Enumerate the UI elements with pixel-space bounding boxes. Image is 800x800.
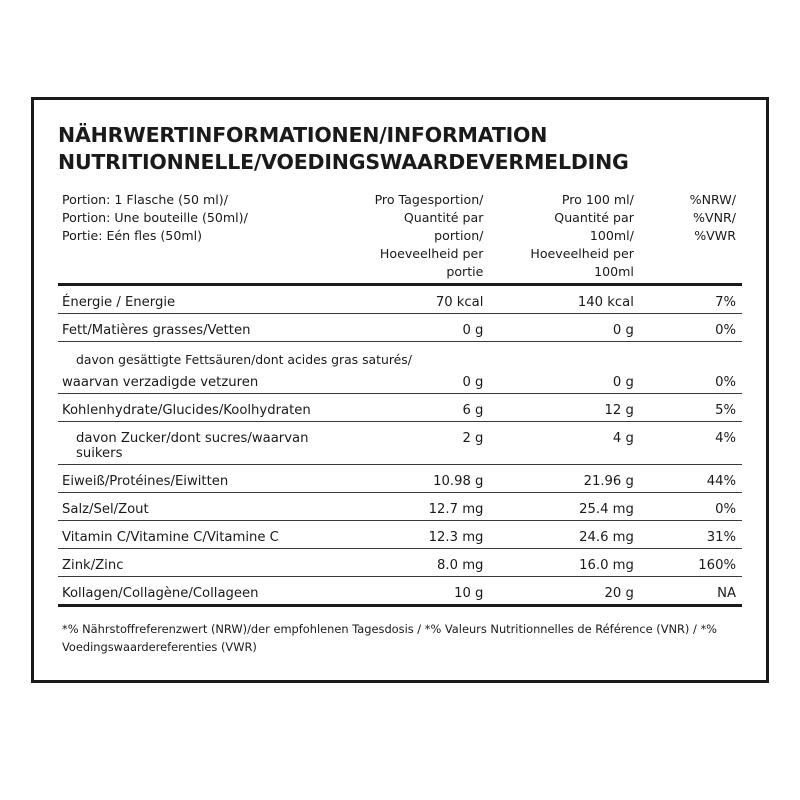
header-per-100ml-line-3: Hoeveelheid per 100ml	[530, 245, 634, 279]
header-nrw-line-2: %VNR/	[693, 209, 736, 225]
table-row-note	[58, 348, 742, 372]
table-row	[58, 320, 742, 342]
header-per-portion-line-1: Pro Tagesportion/	[374, 192, 484, 208]
row-nrw: 160%	[698, 558, 736, 574]
row-per-portion: 12.3 mg	[428, 530, 484, 546]
row-nrw: NA	[717, 586, 736, 602]
row-per-portion: 0 g	[462, 323, 484, 339]
table-row	[58, 527, 742, 549]
row-per-100ml: 0 g	[612, 375, 634, 391]
header-nrw-line-1: %NRW/	[689, 192, 736, 208]
row-per-portion: 12.7 mg	[428, 502, 484, 518]
header-portion-line-1: Portion: 1 Flasche (50 ml)/	[62, 192, 228, 208]
row-per-portion: 70 kcal	[435, 295, 484, 311]
row-per-100ml: 0 g	[612, 323, 634, 339]
divider-thick	[58, 285, 742, 293]
header-per-100ml-cell	[509, 188, 659, 285]
table-row	[58, 372, 742, 394]
row-per-100ml: 24.6 mg	[579, 530, 634, 546]
header-nrw-cell	[660, 188, 742, 285]
row-nrw: 44%	[706, 474, 736, 490]
row-per-portion: 0 g	[462, 375, 484, 391]
header-portion-cell	[58, 188, 359, 285]
header-per-portion-line-3: Hoeveelheid per portie	[379, 245, 484, 279]
table-row	[58, 471, 742, 493]
row-nrw: 7%	[715, 295, 736, 311]
row-per-100ml: 21.96 g	[583, 474, 634, 490]
row-per-portion: 10.98 g	[433, 474, 484, 490]
table-header-row	[58, 188, 742, 285]
header-portion-line-2: Portion: Une bouteille (50ml)/	[62, 209, 248, 225]
header-per-portion-line-2: Quantité par portion/	[403, 209, 484, 243]
row-name: Eiweiß/Protéines/Eiwitten	[62, 474, 229, 490]
table-row	[58, 292, 742, 314]
page-title: NÄHRWERTINFORMATIONEN/INFORMATION NUTRITIONNELLE/VOEDINGSWAARDEVERMELDING	[58, 123, 629, 175]
row-name: Zink/Zinc	[62, 558, 124, 574]
footnote: *% Nährstoffreferenzwert (NRW)/der empfohlenen Tagesdosis / *% Valeurs Nutritionnelles de Référence (VNR) / *% Voedingswaardereferenties (VWR)	[62, 622, 717, 654]
row-name: waarvan verzadigde vetzuren	[62, 375, 259, 391]
table-row	[58, 555, 742, 577]
row-per-portion: 2 g	[462, 431, 484, 447]
header-per-100ml-line-1: Pro 100 ml/	[561, 192, 634, 208]
row-saturated-fat-note: davon gesättigte Fettsäuren/dont acides gras saturés/	[76, 352, 412, 368]
row-name: davon Zucker/dont sucres/waarvan suikers	[76, 431, 309, 462]
row-name: Énergie / Energie	[62, 295, 176, 311]
row-name: Kollagen/Collagène/Collageen	[62, 586, 259, 602]
nutrition-table	[58, 188, 742, 613]
row-per-100ml: 12 g	[604, 403, 634, 419]
row-nrw: 4%	[715, 431, 736, 447]
header-nrw-line-3: %VWR	[694, 227, 736, 243]
table-row	[58, 499, 742, 521]
row-nrw: 5%	[715, 403, 736, 419]
row-nrw: 0%	[715, 375, 736, 391]
divider-thick	[58, 606, 742, 614]
row-per-100ml: 20 g	[604, 586, 634, 602]
table-row	[58, 400, 742, 422]
row-per-portion: 8.0 mg	[437, 558, 484, 574]
nutrition-facts-panel	[31, 97, 769, 683]
table-row	[58, 583, 742, 606]
row-name: Salz/Sel/Zout	[62, 502, 149, 518]
table-row	[58, 428, 742, 465]
row-nrw: 0%	[715, 502, 736, 518]
row-per-portion: 6 g	[462, 403, 484, 419]
header-per-100ml-line-2: Quantité par 100ml/	[554, 209, 634, 243]
row-name: Fett/Matières grasses/Vetten	[62, 323, 251, 339]
row-per-100ml: 4 g	[612, 431, 634, 447]
row-per-100ml: 16.0 mg	[579, 558, 634, 574]
row-name: Vitamin C/Vitamine C/Vitamine C	[62, 530, 279, 546]
row-per-100ml: 140 kcal	[577, 295, 634, 311]
row-per-100ml: 25.4 mg	[579, 502, 634, 518]
row-nrw: 0%	[715, 323, 736, 339]
row-name: Kohlenhydrate/Glucides/Koolhydraten	[62, 403, 311, 419]
row-nrw: 31%	[706, 530, 736, 546]
row-per-portion: 10 g	[454, 586, 484, 602]
header-per-portion-cell	[359, 188, 509, 285]
header-portion-line-3: Portie: Eén fles (50ml)	[62, 227, 203, 243]
